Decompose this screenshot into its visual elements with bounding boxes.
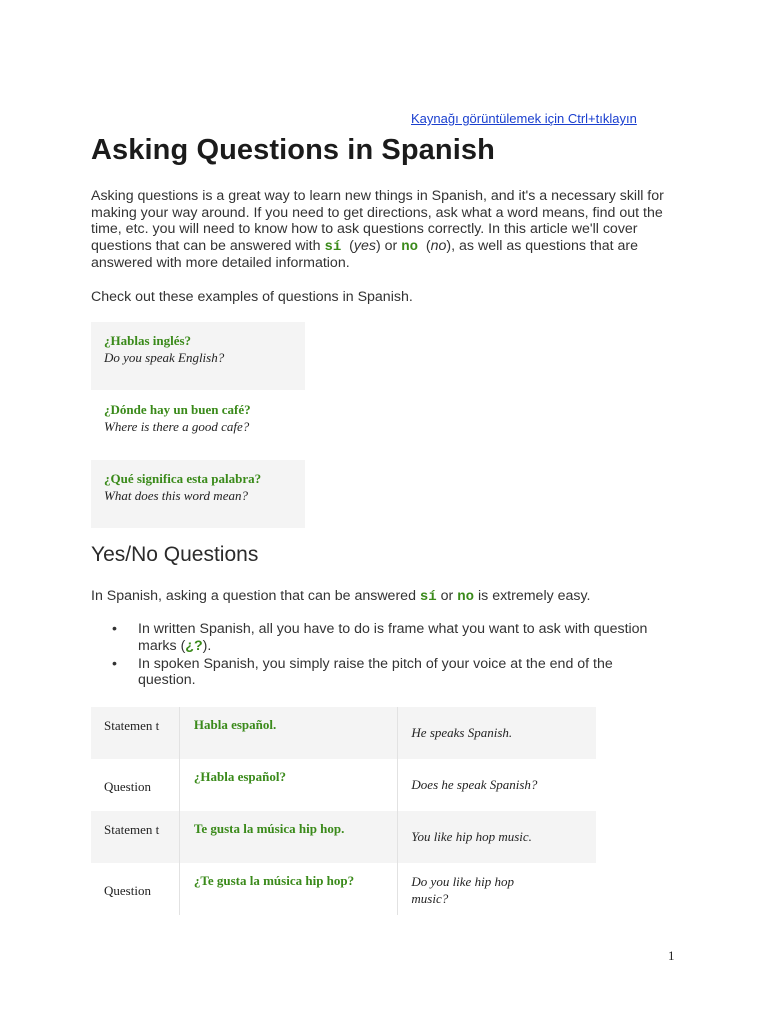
- yes-no-text-2: is extremely easy.: [474, 588, 591, 604]
- yes-no-intro: [91, 588, 681, 606]
- gloss-yes: yes: [353, 237, 376, 254]
- page-number: 1: [668, 948, 675, 963]
- row-spanish: Te gusta la música hip hop.: [193, 821, 345, 836]
- word-no: no: [457, 589, 475, 605]
- row-type: Statemen t: [104, 718, 160, 733]
- row-spanish: Habla español.: [193, 717, 277, 732]
- bullet-list: [112, 621, 672, 690]
- example-english: What does this word mean?: [104, 488, 248, 503]
- bullet-icon: •: [112, 621, 117, 637]
- bullet-end: ).: [202, 637, 212, 654]
- list-item: [112, 621, 672, 654]
- example-spanish: ¿Dónde hay un buen café?: [104, 402, 251, 417]
- table-row: [91, 811, 596, 863]
- example-box: [91, 460, 305, 528]
- source-link[interactable]: Kaynağı görüntülemek için Ctrl+tıklayın: [411, 111, 637, 126]
- example-english: Where is there a good cafe?: [104, 419, 250, 434]
- question-marks: ¿?: [185, 637, 203, 654]
- intro-or: or: [384, 237, 398, 254]
- gloss-no: no: [430, 237, 447, 254]
- example-english: Do you speak English?: [104, 350, 225, 365]
- example-spanish: ¿Hablas inglés?: [104, 333, 192, 348]
- row-english: Do you like hip hop music?: [411, 874, 514, 906]
- word-si: sí: [324, 238, 342, 255]
- row-spanish: ¿Te gusta la música hip hop?: [193, 873, 355, 888]
- examples-intro: Check out these examples of questions in Spanish.: [91, 289, 413, 305]
- row-english: You like hip hop music.: [411, 829, 532, 844]
- row-spanish: ¿Habla español?: [193, 769, 286, 784]
- row-type: Question: [104, 779, 151, 794]
- row-type: Statemen t: [104, 822, 160, 837]
- bullet-icon: •: [112, 655, 117, 672]
- row-english: He speaks Spanish.: [411, 725, 513, 740]
- bullet-text: In spoken Spanish, you simply raise the pitch of your voice at the end of the question.: [138, 655, 613, 689]
- bullet-text: In written Spanish, all you have to do is frame what you want to ask with question marks (: [138, 621, 648, 654]
- yes-no-or: or: [440, 588, 454, 604]
- examples-table: [91, 707, 596, 915]
- section-heading-yes-no: Yes/No Questions: [91, 543, 259, 566]
- intro-text-1: Asking questions is a great way to learn new things in Spanish, and it's a necessary skill for making your way around. If you need to get directions, ask what a word means, find out the time, etc. you will need to know how to ask questions correctly. In this article we'll cover questions that can be answered with: [91, 188, 664, 254]
- example-spanish: ¿Qué significa esta palabra?: [104, 471, 262, 486]
- list-item: [112, 656, 672, 689]
- yes-no-text-1: In Spanish, asking a question that can be answered: [91, 588, 420, 604]
- page-title: Asking Questions in Spanish: [91, 134, 495, 166]
- intro-text-2: , as well as questions that are answered with more detailed information.: [91, 237, 639, 272]
- example-box: [91, 391, 305, 459]
- row-english: Does he speak Spanish?: [411, 777, 538, 792]
- word-si: sí: [419, 589, 437, 605]
- table-row: [91, 759, 596, 811]
- example-box: [91, 322, 305, 390]
- word-no: no: [401, 238, 419, 255]
- table-row: [91, 863, 596, 915]
- table-row: [91, 707, 596, 759]
- row-type: Question: [104, 883, 151, 898]
- intro-paragraph: Asking questions is a great way to learn new things in Spanish, and it's a necessary skill for making your way around. If you need to get directions, ask what a word means, find out the time, etc. you will need to know how to ask questions correctly. In this article we'll cover questions that can be answered with sí (yes) or no (no), as well as questions that are answered with more detailed information.: [91, 188, 664, 272]
